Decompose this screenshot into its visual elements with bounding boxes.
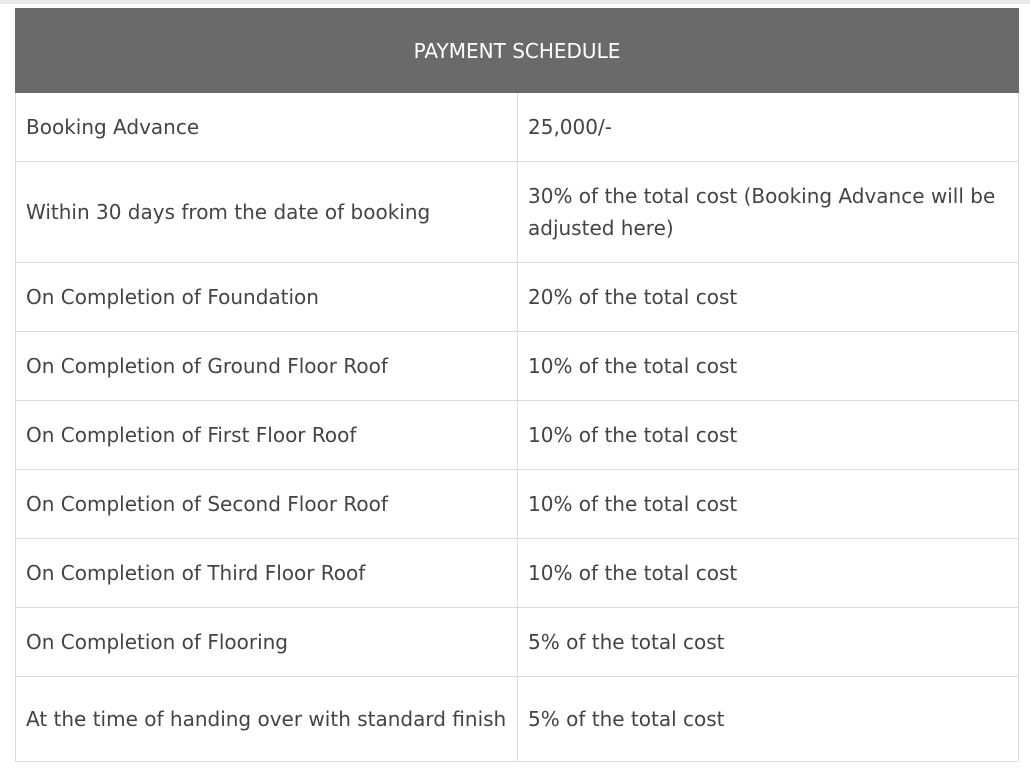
payment-cell: 5% of the total cost	[518, 677, 1019, 762]
payment-cell: 5% of the total cost	[518, 608, 1019, 677]
table-header-row	[16, 9, 1019, 93]
payment-cell: 25,000/-	[518, 93, 1019, 162]
payment-cell: 30% of the total cost (Booking Advance will be adjusted here)	[518, 162, 1019, 263]
table-row	[16, 263, 1019, 332]
stage-cell: On Completion of Foundation	[16, 263, 518, 332]
stage-cell: On Completion of First Floor Roof	[16, 401, 518, 470]
payment-cell: 10% of the total cost	[518, 401, 1019, 470]
table-row	[16, 677, 1019, 762]
table-row	[16, 539, 1019, 608]
payment-cell: 10% of the total cost	[518, 332, 1019, 401]
table-row	[16, 162, 1019, 263]
payment-schedule-table	[15, 8, 1019, 762]
table-row	[16, 470, 1019, 539]
stage-cell: On Completion of Flooring	[16, 608, 518, 677]
table-row	[16, 401, 1019, 470]
stage-cell: On Completion of Ground Floor Roof	[16, 332, 518, 401]
stage-cell: Booking Advance	[16, 93, 518, 162]
table-title: PAYMENT SCHEDULE	[16, 9, 1019, 93]
table-row	[16, 332, 1019, 401]
payment-cell: 10% of the total cost	[518, 470, 1019, 539]
top-divider	[0, 0, 1030, 4]
payment-cell: 10% of the total cost	[518, 539, 1019, 608]
table-row	[16, 608, 1019, 677]
stage-cell: On Completion of Third Floor Roof	[16, 539, 518, 608]
stage-cell: At the time of handing over with standard finish	[16, 677, 518, 762]
table-row	[16, 93, 1019, 162]
stage-cell: On Completion of Second Floor Roof	[16, 470, 518, 539]
payment-cell: 20% of the total cost	[518, 263, 1019, 332]
stage-cell: Within 30 days from the date of booking	[16, 162, 518, 263]
